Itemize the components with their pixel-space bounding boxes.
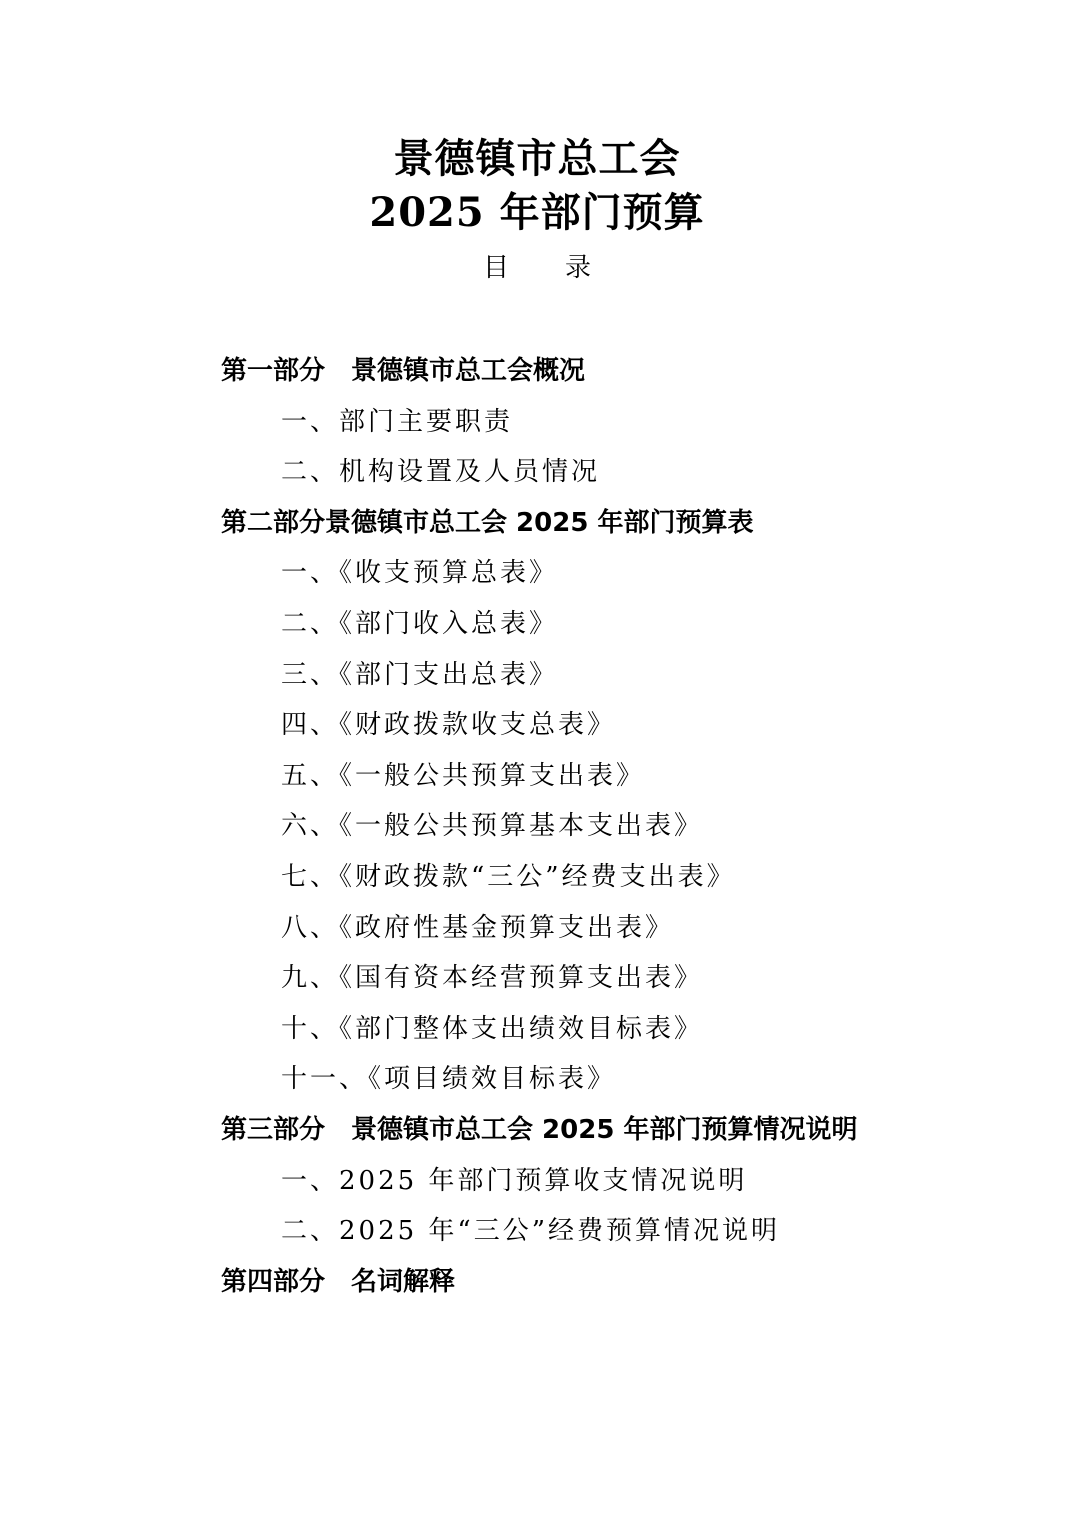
toc-entry: 一、部门主要职责: [281, 406, 514, 437]
toc-entry: 二、2025 年“三公”经费预算情况说明: [281, 1216, 781, 1247]
toc-entry: 三、《部门支出总表》: [281, 659, 559, 690]
toc-entry: 一、2025 年部门预算收支情况说明: [281, 1165, 748, 1196]
toc-entry: 四、《财政拨款收支总表》: [281, 710, 617, 741]
toc-entry: 十、《部门整体支出绩效目标表》: [281, 1013, 704, 1044]
toc-entry: 九、《国有资本经营预算支出表》: [281, 963, 704, 994]
toc-entry: 十一、《项目绩效目标表》: [281, 1064, 617, 1095]
toc-entry: 二、《部门收入总表》: [281, 608, 559, 639]
toc-part-heading: 第二部分景德镇市总工会 2025 年部门预算表: [221, 507, 754, 538]
toc-part-heading: 第一部分 景德镇市总工会概况: [221, 356, 586, 386]
toc-entry: 七、《财政拨款“三公”经费支出表》: [281, 861, 736, 892]
toc-entry: 五、《一般公共预算支出表》: [281, 760, 646, 791]
document-title-line-2: 2025 年部门预算: [369, 189, 705, 236]
document-title-line-1: 景德镇市总工会: [393, 135, 681, 182]
toc-entry: 六、《一般公共预算基本支出表》: [281, 811, 704, 842]
document-title-block: [0, 132, 1074, 292]
toc-entry: 一、《收支预算总表》: [281, 558, 559, 589]
toc-heading-char-1: 目: [482, 253, 509, 283]
toc-part-heading: 第三部分 景德镇市总工会 2025 年部门预算情况说明: [221, 1114, 858, 1145]
toc-heading-char-2: 录: [565, 253, 592, 283]
toc-heading: [0, 244, 1074, 292]
toc-part-heading: 第四部分 名词解释: [221, 1266, 456, 1297]
toc-entry: 二、机构设置及人员情况: [281, 457, 601, 488]
toc-entry: 八、《政府性基金预算支出表》: [281, 912, 675, 943]
table-of-contents: [221, 346, 1041, 1307]
